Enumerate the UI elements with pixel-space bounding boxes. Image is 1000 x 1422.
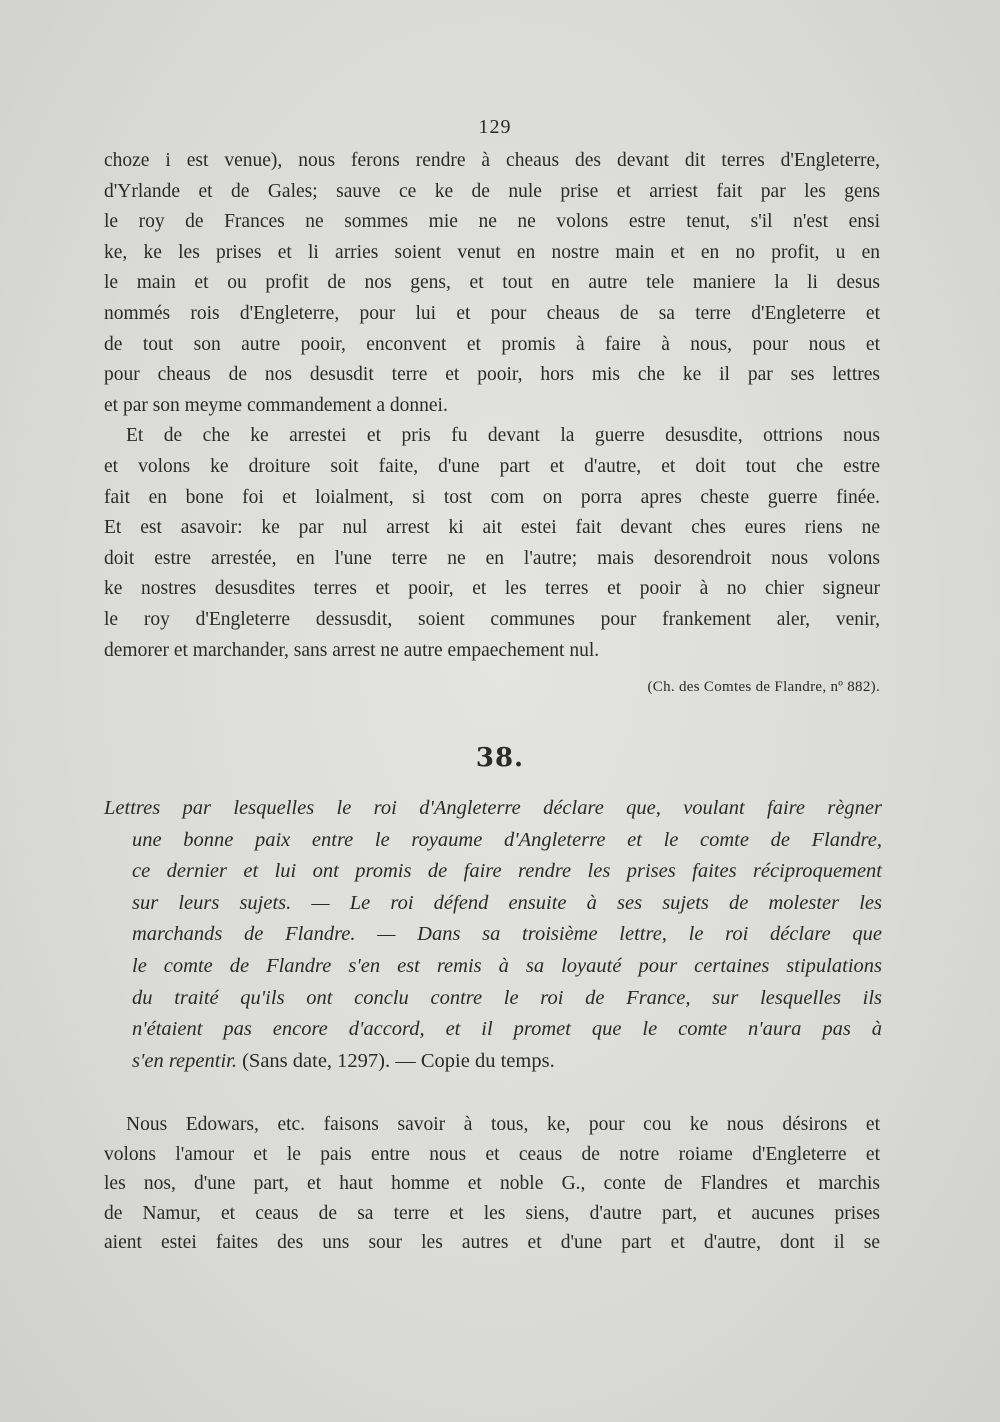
text-line: et par son meyme commandement a donnei. [104,394,448,416]
summary-date-note: (Sans date, 1297). — Copie du temps. [236,1049,555,1072]
text-line: de Namur, et ceaus de sa terre et les siens, d'autre part, et aucunes prises [104,1202,880,1224]
body-text-upper [104,146,880,666]
summary-line: une bonne paix entre le royaume d'Angleterre et le comte de Flandre, [132,828,882,851]
text-line: pour cheaus de nos desusdit terre et pooir, hors mis che ke il par ses lettres [104,364,880,386]
body-text-lower [104,1110,880,1258]
text-line: choze i est venue), nous ferons rendre à cheaus des devant dit terres d'Engleterre, [104,150,880,171]
summary-line: marchands de Flandre. — Dans sa troisième lettre, le roi déclare que [132,923,882,946]
text-line: volons l'amour et le pais entre nous et ceaus de notre roiame d'Engleterre et [104,1143,880,1165]
text-line: ke, ke les prises et li arries soient venut en nostre main et en no profit, u en [104,241,880,263]
summary-line [104,1046,882,1078]
text-line: les nos, d'une part, et haut homme et noble G., conte de Flandres et marchis [104,1173,880,1194]
summary-italic-end: s'en repentir. [132,1049,237,1072]
text-line: le roy d'Engleterre dessusdit, soient communes pour frankement aler, venir, [104,608,880,630]
text-line: Nous Edowars, etc. faisons savoir à tous, ke, pour cou ke nous désirons et [126,1114,880,1135]
summary-line: Lettres par lesquelles le roi d'Angleterre déclare que, voulant faire règner [104,797,882,819]
summary-line: le comte de Flandre s'en est remis à sa loyauté pour certaines stipulations [132,954,882,977]
text-line: fait en bone foi et loialment, si tost com on porra apres cheste guerre finée. [104,486,880,508]
text-line: de tout son autre pooir, enconvent et promis à faire à nous, pour nous et [104,333,880,355]
source-citation: (Ch. des Comtes de Flandre, nº 882). [647,679,880,695]
text-line: Et de che ke arrestei et pris fu devant la guerre desusdite, ottrions nous [126,425,880,447]
summary-line: ce dernier et lui ont promis de faire rendre les prises faites réciproquement [132,860,882,883]
text-line: demorer et marchander, sans arrest ne autre empaechement nul. [104,639,600,661]
text-line: doit estre arrestée, en l'une terre ne en l'autre; mais desorendroit nous volons [104,547,880,569]
page-number: 129 [478,116,512,138]
text-line: aient estei faites des uns sour les autres et d'une part et d'autre, dont il se [104,1232,880,1253]
summary-line: sur leurs sujets. — Le roi défend ensuite à ses sujets de molester les [132,891,882,914]
summary-line: du traité qu'ils ont conclu contre le roi de France, sur lesquelles ils [132,986,882,1009]
text-line: le main et ou profit de nos gens, et tout en autre tele maniere la li desus [104,272,880,294]
text-line: et volons ke droiture soit faite, d'une part et d'autre, et doit tout che estre [104,455,880,477]
text-line: d'Yrlande et de Gales; sauve ce ke de nule prise et arriest fait par les gens [104,180,880,202]
summary-line: n'étaient pas encore d'accord, et il promet que le comte n'aura pas à [132,1018,882,1041]
text-line: nommés rois d'Engleterre, pour lui et pour cheaus de sa terre d'Engleterre et [104,302,880,324]
text-line: Et est asavoir: ke par nul arrest ki ait estei fait devant ches eures riens ne [104,517,880,539]
document-summary [104,793,882,1077]
text-line: ke nostres desusdites terres et pooir, et les terres et pooir à no chier signeur [104,578,880,600]
text-line: le roy de Frances ne sommes mie ne ne volons estre tenut, s'il n'est ensi [104,211,880,233]
document-number: 38. [475,743,525,773]
